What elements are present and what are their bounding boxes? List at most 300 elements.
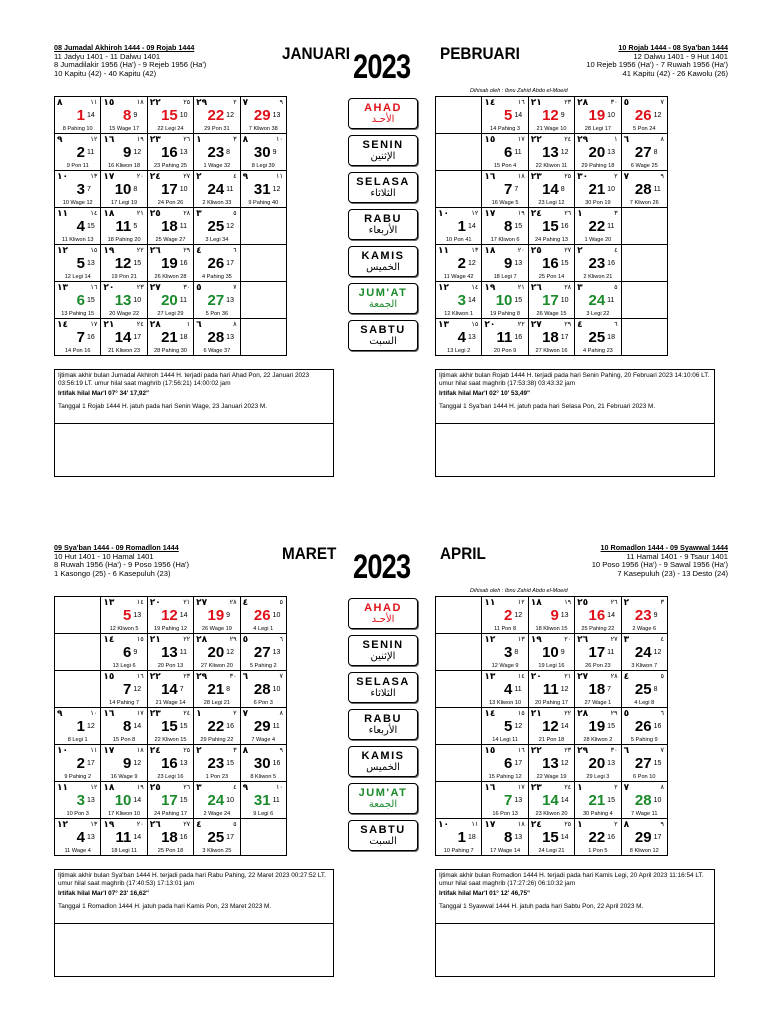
- pasaran-label: 20 Pahing 17: [534, 700, 568, 706]
- gregorian-date: 17: [542, 292, 559, 309]
- hijri-day-number: 15: [607, 797, 615, 804]
- javanese-date-arabic: ٦: [614, 320, 618, 328]
- hijri-date-arabic: ٢٨: [196, 635, 208, 645]
- hijri-date-arabic: ١٥: [484, 746, 496, 756]
- gregorian-date: 14: [161, 681, 178, 698]
- hijri-date-arabic: ٢١: [149, 635, 161, 645]
- hijri-date-arabic: ١: [196, 135, 202, 145]
- day-cell: [575, 819, 621, 856]
- hijri-day-number: 14: [560, 723, 569, 730]
- day-cell: [55, 319, 101, 356]
- hijri-date-arabic: ٢٤: [530, 209, 542, 219]
- gregorian-date: 7: [504, 792, 513, 809]
- day-cell: [194, 745, 240, 782]
- hijri-day-number: 7: [179, 686, 184, 693]
- gregorian-date: 13: [542, 144, 559, 161]
- pasaran-label: 24 Pon 26: [157, 200, 184, 206]
- note-box-januari: [54, 369, 334, 477]
- calendar-section-mar-apr: [0, 540, 768, 1010]
- hijri-day-number: 5: [133, 223, 138, 230]
- pasaran-label: 13 Pahing 15: [61, 311, 95, 317]
- gregorian-date: 10: [114, 181, 132, 198]
- day-cell: [147, 208, 193, 245]
- hijri-day-number: 15: [607, 723, 615, 730]
- gregorian-date: 20: [588, 144, 606, 161]
- pasaran-label: 20 Pon 9: [493, 348, 517, 354]
- gregorian-date: 12: [114, 255, 132, 272]
- gregorian-date: 17: [161, 181, 178, 198]
- hijri-day-number: 11: [87, 149, 95, 156]
- author-credit: Dihisab oleh : Ibnu Zahid Abdo el-Moeid: [470, 88, 568, 94]
- pasaran-label: 14 Pon 16: [64, 348, 91, 354]
- gregorian-date: 29: [253, 718, 271, 735]
- gregorian-date: 15: [542, 218, 559, 235]
- weekday-arabic: الأربعاء: [368, 225, 398, 236]
- weekday-arabic: الأحـد: [371, 114, 395, 125]
- hijri-day-number: 11: [272, 797, 280, 804]
- pasaran-label: 19 Legi 16: [538, 663, 565, 669]
- pasaran-label: 27 Kliwon 16: [535, 348, 568, 354]
- javanese-date-arabic: ١١: [90, 98, 98, 106]
- apr-hijri-range: 10 Romadlon 1444 - 09 Syawwal 1444: [600, 543, 728, 552]
- hijri-date-arabic: ١٨: [103, 783, 115, 793]
- ijtimak-text: Ijtimak akhir bulan Romadlon 1444 H. terjadi pada hari Kamis Legi, 20 April 2023 11:16:54 LT. umur hilal saat maghrib (17:27:26) 06:10:32 jam: [439, 872, 704, 887]
- javanese-date-arabic: ٧: [660, 746, 664, 754]
- weekday-label-sabtu: [348, 320, 418, 351]
- gregorian-date: 9: [504, 255, 513, 272]
- hijri-date-arabic: ١١: [438, 246, 449, 256]
- javanese-date-arabic: ٥: [660, 672, 664, 680]
- pasaran-label: 17 Kliwon 6: [490, 237, 520, 243]
- javanese-date-arabic: ٢١: [517, 283, 525, 291]
- hijri-day-number: 13: [87, 797, 95, 804]
- hijri-date-arabic: ١٤: [103, 635, 115, 645]
- hijri-day-number: 8: [133, 186, 138, 193]
- day-cell: [240, 171, 286, 208]
- weekday-arabic: السبت: [369, 336, 397, 347]
- week-row: [436, 597, 668, 634]
- hijri-date-arabic: ٦: [196, 320, 202, 330]
- pasaran-label: 17 Legi 19: [111, 200, 138, 206]
- javanese-date-arabic: ١١: [275, 172, 283, 180]
- javanese-date-arabic: ٧: [279, 672, 283, 680]
- gregorian-date: 17: [161, 792, 178, 809]
- gregorian-date: 26: [634, 718, 652, 735]
- hijri-date-arabic: ١٨: [484, 246, 496, 256]
- pasaran-label: 22 Kliwon 15: [154, 737, 187, 743]
- pasaran-label: 20 Pon 13: [157, 663, 184, 669]
- javanese-date-arabic: ١٥: [517, 709, 525, 717]
- weekday-label-sabtu: [348, 820, 418, 851]
- pasaran-label: 10 Pon 3: [66, 811, 89, 817]
- day-cell: [528, 745, 574, 782]
- pasaran-label: 25 Pahing 22: [581, 626, 615, 632]
- javanese-date-arabic: ١٤: [90, 209, 98, 217]
- weekday-latin: RABU: [364, 713, 402, 725]
- pasaran-label: 11 Wage 4: [64, 848, 91, 854]
- gregorian-date: 6: [504, 755, 513, 772]
- pasaran-label: 4 Legi 1: [253, 626, 274, 632]
- week-row: [55, 782, 287, 819]
- week-row: [55, 208, 287, 245]
- ijtimak-text: Ijtimak akhir bulan Jumadal Akhiroh 1444 H. terjadi pada hari Ahad Pon, 22 Januari 2023 03:56:19 LT. umur hilal saat maghrib (17:56:21) 14:00:02 jam: [58, 372, 310, 387]
- javanese-date-arabic: ١٠: [275, 135, 283, 143]
- javanese-date-arabic: ٢٨: [610, 672, 618, 680]
- week-row: [436, 319, 668, 356]
- pasaran-label: 25 Pon 18: [157, 848, 184, 854]
- gregorian-date: 7: [76, 329, 85, 346]
- javanese-date-arabic: ٢: [614, 783, 618, 791]
- day-cell: [147, 319, 193, 356]
- hijri-day-number: 12: [87, 723, 95, 730]
- author-credit: Dihisab oleh : Ibnu Zahid Abdo el-Moeid: [470, 588, 568, 594]
- pasaran-label: 21 Wage 10: [536, 126, 567, 132]
- gregorian-date: 3: [504, 644, 513, 661]
- pasaran-label: 17 Wage 14: [490, 848, 521, 854]
- hijri-date-arabic: ٩: [57, 135, 63, 145]
- pasaran-label: 22 Kliwon 11: [535, 163, 568, 169]
- gregorian-date: 6: [76, 292, 85, 309]
- javanese-date-arabic: ١١: [90, 746, 98, 754]
- hijri-date-arabic: ٢٣: [149, 135, 161, 145]
- gregorian-date: 28: [634, 181, 652, 198]
- weekday-arabic: الثلاثاء: [370, 188, 396, 199]
- jan-header-info: [54, 44, 206, 78]
- weekday-latin: AHAD: [364, 602, 402, 614]
- hijri-date-arabic: ١٣: [103, 598, 115, 608]
- javanese-date-arabic: ٢١: [136, 209, 144, 217]
- day-cell: [436, 634, 482, 671]
- pasaran-label: 3 Kliwon 7: [631, 663, 658, 669]
- weekday-arabic: الجمعة: [368, 799, 398, 810]
- hijri-day-number: 11: [607, 297, 615, 304]
- javanese-date-arabic: ٢٠: [136, 172, 144, 180]
- weekday-label-senin: [348, 635, 418, 666]
- day-cell: [482, 171, 528, 208]
- pasaran-label: 11 Kliwon 13: [61, 237, 94, 243]
- hijri-day-number: 11: [226, 186, 234, 193]
- pasaran-label: 17 Kliwon 10: [108, 811, 141, 817]
- hijri-day-number: 16: [179, 834, 188, 841]
- gregorian-date: 11: [115, 218, 132, 235]
- hijri-day-number: 16: [272, 760, 281, 767]
- day-cell: [482, 671, 528, 708]
- hijri-day-number: 12: [226, 112, 234, 119]
- hijri-day-number: 9: [653, 612, 658, 619]
- hijri-date-arabic: ٢٨: [577, 709, 589, 719]
- hijri-date-arabic: ١٥: [484, 135, 496, 145]
- day-cell: [621, 208, 667, 245]
- pasaran-label: 6 Wage 37: [203, 348, 231, 354]
- day-cell: [528, 597, 574, 634]
- hijri-day-number: 13: [468, 334, 476, 341]
- pasaran-label: 1 Wage 32: [203, 163, 231, 169]
- gregorian-date: 1: [76, 718, 85, 735]
- javanese-date-arabic: ٨: [660, 783, 664, 791]
- gregorian-date: 13: [542, 755, 559, 772]
- pasaran-label: 8 Legi 39: [251, 163, 275, 169]
- hijri-date-arabic: ١٣: [438, 320, 449, 330]
- gregorian-date: 26: [634, 107, 652, 124]
- gregorian-date: 5: [504, 718, 513, 735]
- hijri-day-number: 9: [133, 112, 138, 119]
- javanese-date-arabic: ٦: [233, 246, 237, 254]
- javanese-date-arabic: ١: [614, 135, 618, 143]
- pasaran-label: 5 Pahing 9: [630, 737, 658, 743]
- hijri-day-number: 14: [560, 797, 569, 804]
- hijri-day-number: 8: [653, 149, 658, 156]
- day-cell: [621, 134, 667, 171]
- pasaran-label: 8 Legi 1: [67, 737, 88, 743]
- day-cell: [575, 97, 621, 134]
- hijri-date-arabic: ٢٥: [149, 209, 161, 219]
- gregorian-date: 2: [457, 255, 466, 272]
- weekday-label-jumat: [348, 283, 418, 314]
- jan-mangsa-range: 10 Kapitu (42) - 40 Kapitu (42): [54, 68, 157, 78]
- gregorian-date: 30: [253, 144, 271, 161]
- hijri-day-number: 7: [87, 186, 91, 193]
- javanese-date-arabic: ٢٤: [183, 709, 191, 717]
- pasaran-label: 12 Kliwon 5: [109, 626, 139, 632]
- javanese-date-arabic: ١٩: [517, 209, 525, 217]
- day-cell: [101, 745, 147, 782]
- gregorian-date: 11: [542, 681, 559, 698]
- hijri-day-number: 15: [179, 723, 188, 730]
- day-cell: [575, 597, 621, 634]
- javanese-date-arabic: ٢٣: [183, 672, 191, 680]
- hijri-day-number: 18: [607, 334, 615, 341]
- hijri-date-arabic: ٢٢: [149, 672, 161, 682]
- gregorian-date: 23: [207, 755, 225, 772]
- gregorian-date: 18: [161, 829, 178, 846]
- gregorian-date: 22: [207, 107, 225, 124]
- weekday-latin: JUM'AT: [358, 787, 408, 799]
- pasaran-label: 26 Kliwon 28: [154, 274, 187, 280]
- hijri-date-arabic: ٨: [242, 746, 249, 756]
- day-cell: [575, 282, 621, 319]
- hijri-date-arabic: ١٥: [103, 672, 115, 682]
- javanese-date-arabic: ٢٥: [183, 746, 191, 754]
- week-row: [55, 634, 287, 671]
- gregorian-date: 19: [161, 255, 178, 272]
- hijri-date-arabic: ١٤: [57, 320, 68, 330]
- day-cell: [621, 282, 667, 319]
- pasaran-label: 7 Wage 11: [631, 811, 658, 817]
- hijri-day-number: 16: [179, 260, 188, 267]
- hijri-day-number: 10: [272, 612, 281, 619]
- calendar-grid-maret: [54, 596, 287, 856]
- weekday-arabic: الجمعة: [368, 299, 398, 310]
- hijri-day-number: 13: [560, 612, 569, 619]
- feb-hijri-range: 10 Rojab 1444 - 08 Sya'ban 1444: [618, 43, 728, 52]
- javanese-date-arabic: ٣٠: [610, 746, 618, 754]
- pasaran-label: 2 Wage 24: [203, 811, 231, 817]
- day-cell: [436, 97, 482, 134]
- day-cell: [528, 319, 574, 356]
- hijri-day-number: 9: [560, 649, 565, 656]
- mar-header-info: [54, 544, 189, 578]
- pasaran-label: 1 Pon 5: [588, 848, 608, 854]
- weekday-label-jumat: [348, 783, 418, 814]
- hijri-date-arabic: ١٢: [57, 246, 68, 256]
- hijri-day-number: 17: [514, 760, 523, 767]
- hijri-day-number: 17: [87, 760, 95, 767]
- javanese-date-arabic: ١٨: [136, 98, 144, 106]
- day-cell: [482, 245, 528, 282]
- week-row: [436, 819, 668, 856]
- weekday-latin: AHAD: [364, 102, 402, 114]
- javanese-date-arabic: ٢٨: [229, 598, 237, 606]
- hijri-date-arabic: ٢١: [103, 320, 115, 330]
- gregorian-date: 4: [457, 329, 466, 346]
- gregorian-date: 25: [634, 681, 652, 698]
- pasaran-label: 15 Pon 8: [112, 737, 136, 743]
- hijri-date-arabic: ٢٣: [530, 783, 542, 793]
- gregorian-date: 16: [161, 755, 178, 772]
- javanese-date-arabic: ٧: [233, 283, 237, 291]
- hijri-date-arabic: ١: [577, 783, 583, 793]
- day-cell: [147, 634, 193, 671]
- gregorian-date: 15: [542, 829, 559, 846]
- gregorian-date: 25: [207, 829, 225, 846]
- javanese-date-arabic: ١٨: [517, 820, 525, 828]
- hijri-day-number: 12: [514, 723, 523, 730]
- hijri-date-arabic: ١١: [57, 209, 68, 219]
- hijri-date-arabic: ٣: [196, 209, 202, 219]
- hijri-date-arabic: ٧: [623, 172, 630, 182]
- hijri-date-arabic: ٣: [577, 283, 583, 293]
- gregorian-date: 5: [123, 607, 132, 624]
- pasaran-label: 9 Pon 11: [66, 163, 89, 169]
- javanese-date-arabic: ١٤: [517, 672, 525, 680]
- day-cell: [528, 208, 574, 245]
- pasaran-label: 23 Kliwon 20: [535, 811, 568, 817]
- gregorian-date: 3: [76, 181, 85, 198]
- hijri-date-arabic: ٢: [196, 746, 202, 756]
- hijri-date-arabic: ٢: [623, 598, 630, 608]
- hijri-day-number: 10: [179, 186, 188, 193]
- gregorian-date: 21: [588, 792, 606, 809]
- month-title-april: APRIL: [440, 544, 486, 563]
- hijri-day-number: 11: [514, 149, 522, 156]
- hijri-date-arabic: ١٦: [103, 709, 115, 719]
- hijri-date-arabic: ٢٦: [149, 820, 161, 830]
- hijri-date-arabic: ٢: [577, 246, 583, 256]
- day-cell: [101, 819, 147, 856]
- day-cell: [194, 597, 240, 634]
- hijri-date-arabic: ١٥: [103, 98, 115, 108]
- hijri-date-arabic: ٣: [196, 783, 202, 793]
- hijri-day-number: 8: [226, 686, 231, 693]
- day-cell: [194, 819, 240, 856]
- javanese-date-arabic: ٢: [614, 172, 618, 180]
- hijri-day-number: 16: [87, 334, 95, 341]
- pasaran-label: 15 Wage 17: [109, 126, 140, 132]
- weekday-latin: SABTU: [360, 824, 406, 836]
- hijri-date-arabic: ٢٥: [530, 246, 542, 256]
- day-cell: [240, 671, 286, 708]
- hijri-date-arabic: ١٨: [103, 209, 115, 219]
- hijri-date-arabic: ٢٦: [530, 283, 542, 293]
- week-row: [55, 745, 287, 782]
- hijri-date-arabic: ٥: [623, 98, 630, 108]
- day-cell: [528, 97, 574, 134]
- gregorian-date: 10: [542, 644, 559, 661]
- hijri-day-number: 15: [514, 223, 523, 230]
- day-cell: [147, 282, 193, 319]
- gregorian-date: 1: [457, 218, 466, 235]
- day-cell: [621, 171, 667, 208]
- hijri-day-number: 12: [226, 223, 234, 230]
- weekday-label-rabu: [348, 709, 418, 740]
- javanese-date-arabic: ٢: [233, 709, 237, 717]
- hijri-day-number: 16: [607, 260, 615, 267]
- year-title: 2023: [353, 548, 411, 586]
- javanese-date-arabic: ٢٨: [183, 209, 191, 217]
- day-cell: [55, 708, 101, 745]
- hijri-date-arabic: ٥: [196, 283, 202, 293]
- week-row: [55, 671, 287, 708]
- javanese-date-arabic: ١٥: [90, 246, 98, 254]
- pasaran-label: 1 Wage 20: [584, 237, 612, 243]
- hijri-date-arabic: ٥: [242, 635, 249, 645]
- day-cell: [194, 671, 240, 708]
- gregorian-date: 29: [253, 107, 271, 124]
- gregorian-date: 16: [161, 144, 178, 161]
- pasaran-label: 25 Pon 14: [538, 274, 565, 280]
- day-cell: [240, 745, 286, 782]
- day-cell: [621, 819, 667, 856]
- javanese-date-arabic: ٤: [614, 246, 618, 254]
- javanese-date-arabic: ١٤: [471, 283, 479, 291]
- javanese-date-arabic: ٢٧: [610, 635, 618, 643]
- pasaran-label: 27 Legi 29: [157, 311, 184, 317]
- gregorian-date: 16: [542, 255, 559, 272]
- hijri-date-arabic: ٢: [196, 172, 202, 182]
- pasaran-label: 20 Wage 22: [109, 311, 140, 317]
- pasaran-label: 21 Kliwon 23: [108, 348, 141, 354]
- day-cell: [101, 208, 147, 245]
- day-cell: [147, 745, 193, 782]
- hijri-day-number: 10: [653, 797, 662, 804]
- javanese-date-arabic: ٤: [660, 635, 664, 643]
- hijri-date-arabic: ٨: [623, 820, 630, 830]
- day-cell: [482, 634, 528, 671]
- day-cell: [55, 745, 101, 782]
- hijri-day-number: 10: [179, 112, 188, 119]
- feb-javanese-range: 10 Rejeb 1956 (Ha') - 7 Ruwah 1956 (Ha'): [586, 60, 728, 70]
- weekday-labels: [348, 598, 422, 857]
- day-cell: [55, 134, 101, 171]
- pasaran-label: 2 Kliwon 33: [202, 200, 232, 206]
- day-cell: [194, 134, 240, 171]
- hijri-date-arabic: ٩: [57, 709, 63, 719]
- javanese-date-arabic: ٥: [279, 598, 283, 606]
- hijri-date-arabic: ١٩: [103, 820, 115, 830]
- hijri-day-number: 17: [560, 334, 569, 341]
- week-row: [436, 171, 668, 208]
- hijri-day-number: 12: [133, 760, 142, 767]
- javanese-date-arabic: ٩: [279, 98, 283, 106]
- day-cell: [621, 97, 667, 134]
- gregorian-date: 18: [161, 218, 178, 235]
- day-cell: [194, 282, 240, 319]
- pasaran-label: 7 Kliwon 26: [629, 200, 659, 206]
- day-cell: [240, 134, 286, 171]
- hijri-date-arabic: ١٩: [484, 283, 496, 293]
- hijri-day-number: 11: [272, 723, 280, 730]
- weekday-arabic: الثلاثاء: [370, 688, 396, 699]
